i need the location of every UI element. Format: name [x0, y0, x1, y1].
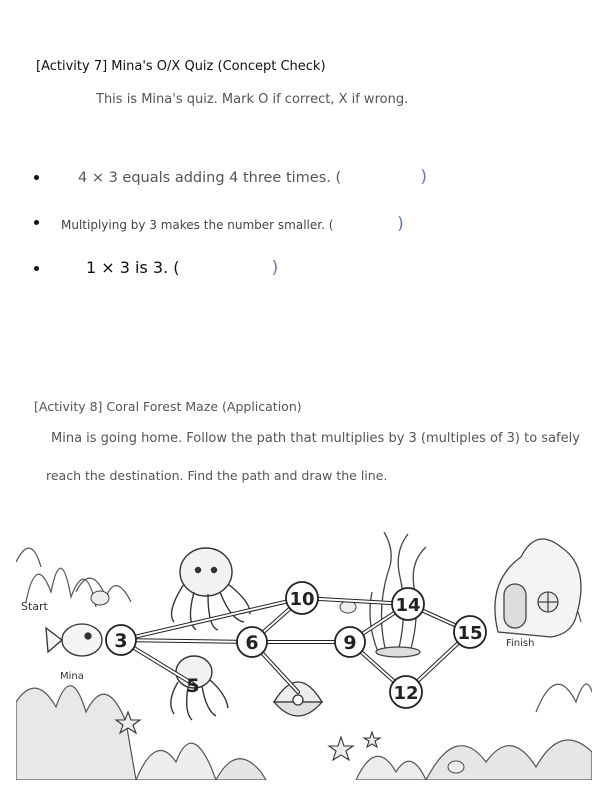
shell-house-icon: [495, 539, 581, 637]
bullet-icon: [34, 266, 39, 271]
maze-node-label: 6: [245, 632, 259, 654]
maze-node-label: 9: [343, 632, 357, 654]
maze-node-label: 10: [289, 589, 315, 610]
quiz-question-2: [61, 214, 404, 234]
maze-node-5[interactable]: [186, 675, 199, 697]
activity-8-intro-line-2: reach the destination. Find the path and draw the line.: [46, 468, 388, 483]
maze-node-label: 3: [114, 630, 128, 652]
maze-node-label: 15: [457, 623, 483, 644]
quiz-question-text: 4 × 3 equals adding 4 three times. (: [78, 170, 342, 186]
clam-icon: [274, 682, 322, 716]
maze-node-14[interactable]: [392, 588, 424, 620]
maze-node-6[interactable]: [237, 627, 267, 657]
quiz-question-3: [86, 258, 278, 278]
maze-node-3[interactable]: [106, 625, 136, 655]
answer-paren-close: ): [420, 167, 427, 187]
finish-label: Finish: [506, 638, 535, 649]
coral-forest-maze[interactable]: [16, 522, 592, 780]
mina-fish-icon: [46, 624, 102, 656]
maze-node-label: 14: [395, 595, 421, 616]
maze-node-15[interactable]: [454, 616, 486, 648]
activity-7-intro: This is Mina's quiz. Mark O if correct, X if wrong.: [96, 92, 409, 107]
activity-8-title: [Activity 8] Coral Forest Maze (Application): [34, 399, 302, 414]
maze-node-10[interactable]: [286, 582, 318, 614]
maze-node-9[interactable]: [335, 627, 365, 657]
activity-7-title: [Activity 7] Mina's O/X Quiz (Concept Check): [36, 59, 326, 74]
activity-8-intro-line-1: Mina is going home. Follow the path that multiplies by 3 (multiples of 3) to safely: [51, 431, 580, 446]
quiz-question-text: 1 × 3 is 3. (: [86, 258, 180, 277]
answer-paren-close: ): [271, 258, 279, 278]
mina-label: Mina: [60, 671, 84, 682]
maze-node-label: 12: [393, 683, 419, 704]
quiz-question-1: [78, 167, 427, 187]
start-label: Start: [21, 600, 48, 613]
answer-paren-close: ): [397, 214, 404, 234]
maze-node-12[interactable]: [390, 676, 422, 708]
quiz-question-text: Multiplying by 3 makes the number smaller. (: [61, 218, 334, 232]
bullet-icon: [34, 220, 39, 225]
maze-node-label: 5: [186, 675, 200, 697]
bullet-icon: [34, 175, 39, 180]
